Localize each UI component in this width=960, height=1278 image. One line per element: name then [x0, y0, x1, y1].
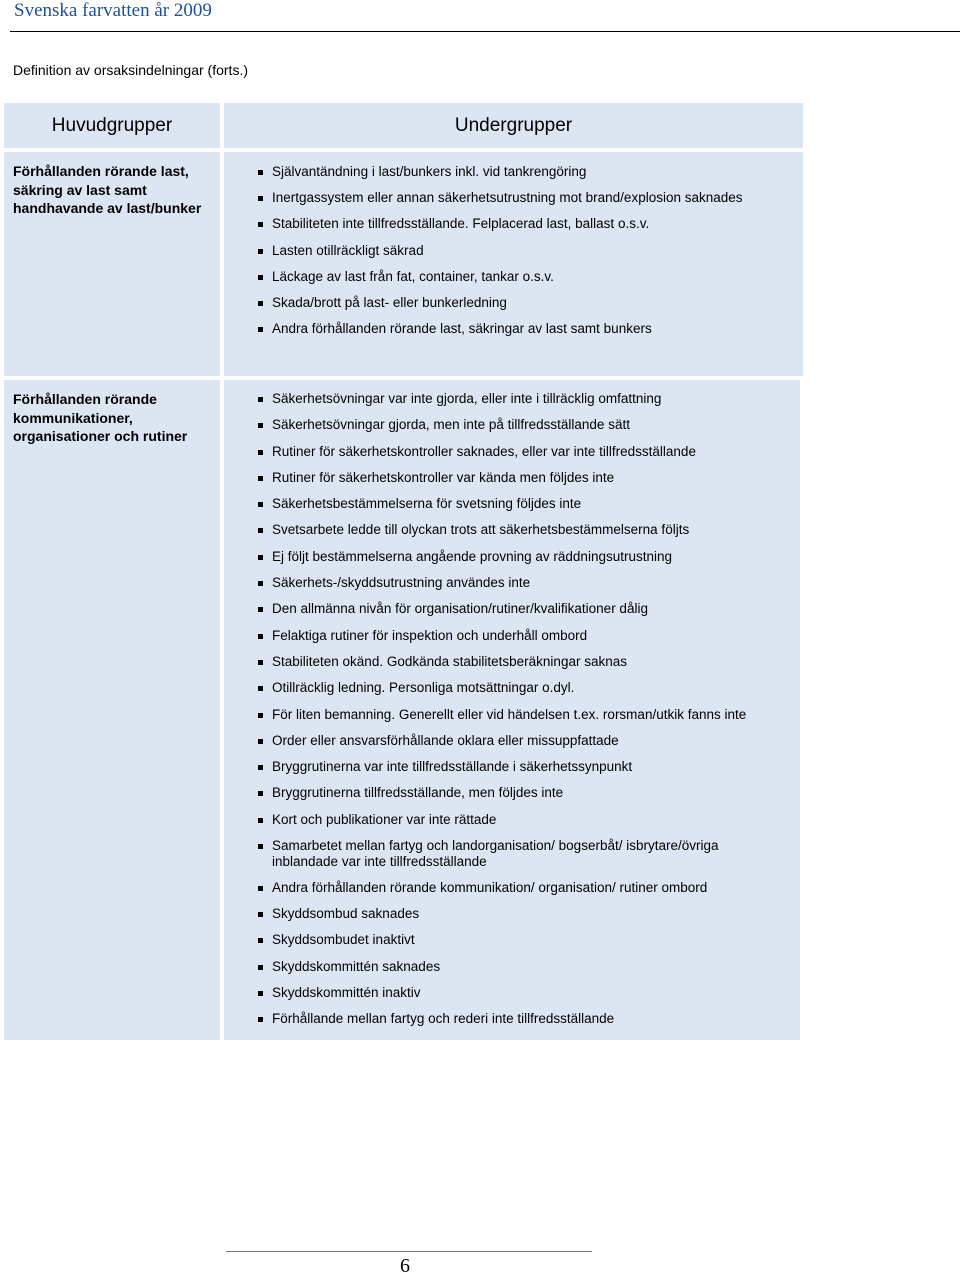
- list-item: Svetsarbete ledde till olyckan trots att säkerhetsbestämmelserna följts: [256, 522, 776, 539]
- list-item: Skada/brott på last- eller bunkerledning: [256, 295, 796, 312]
- subgroup-list-communication: [256, 391, 776, 1038]
- list-item: Samarbetet mellan fartyg och landorganisation/ bogserbåt/ isbrytare/övriga inblandade var inte tillfredsställande: [256, 838, 776, 870]
- list-item: Stabiliteten inte tillfredsställande. Felplacerad last, ballast o.s.v.: [256, 216, 796, 233]
- page-number: 6: [400, 1255, 410, 1277]
- list-item: Lasten otillräckligt säkrad: [256, 243, 796, 260]
- list-item: Skyddsombud saknades: [256, 906, 776, 923]
- list-item: Skyddsombudet inaktivt: [256, 932, 776, 949]
- list-item: Skyddskommittén saknades: [256, 959, 776, 976]
- list-item: Rutiner för säkerhetskontroller saknades, eller var inte tillfredsställande: [256, 444, 776, 461]
- list-item: Säkerhets-/skyddsutrustning användes inte: [256, 575, 776, 592]
- list-item: Läckage av last från fat, container, tankar o.s.v.: [256, 269, 796, 286]
- list-item: Den allmänna nivån för organisation/rutiner/kvalifikationer dålig: [256, 601, 776, 618]
- list-item: Felaktiga rutiner för inspektion och underhåll ombord: [256, 628, 776, 645]
- list-item: Order eller ansvarsförhållande oklara eller missuppfattade: [256, 733, 776, 750]
- list-item: Skyddskommittén inaktiv: [256, 985, 776, 1002]
- list-item: Otillräcklig ledning. Personliga motsättningar o.dyl.: [256, 680, 776, 697]
- list-item: Bryggrutinerna var inte tillfredsställande i säkerhetssynpunkt: [256, 759, 776, 776]
- section-subtitle: Definition av orsaksindelningar (forts.): [13, 62, 248, 78]
- list-item: Säkerhetsövningar var inte gjorda, eller inte i tillräcklig omfattning: [256, 391, 776, 408]
- group-cell-communication: [4, 380, 220, 1040]
- list-item: Stabiliteten okänd. Godkända stabilitetsberäkningar saknas: [256, 654, 776, 671]
- running-header-title: Svenska farvatten år 2009: [14, 0, 212, 21]
- group-label-cargo: Förhållanden rörande last, säkring av last samt handhavande av last/bunker: [13, 163, 202, 216]
- group-label-communication: Förhållanden rörande kommunikationer, organisationer och rutiner: [13, 391, 188, 444]
- column-header-main-groups: [4, 103, 220, 148]
- list-item: Andra förhållanden rörande last, säkringar av last samt bunkers: [256, 321, 796, 338]
- list-item: Rutiner för säkerhetskontroller var kända men följdes inte: [256, 470, 776, 487]
- footer-divider: [226, 1251, 592, 1252]
- column-header-subgroups-label: Undergrupper: [454, 114, 573, 136]
- list-item: Ej följt bestämmelserna angående provning av räddningsutrustning: [256, 549, 776, 566]
- list-item: Kort och publikationer var inte rättade: [256, 812, 776, 829]
- list-item: Förhållande mellan fartyg och rederi inte tillfredsställande: [256, 1011, 776, 1028]
- list-item: Inertgassystem eller annan säkerhetsutrustning mot brand/explosion saknades: [256, 190, 796, 207]
- list-item: Säkerhetsövningar gjorda, men inte på tillfredsställande sätt: [256, 417, 776, 434]
- header-divider: [10, 31, 960, 32]
- list-item: Självantändning i last/bunkers inkl. vid tankrengöring: [256, 164, 796, 181]
- list-item: För liten bemanning. Generellt eller vid händelsen t.ex. rorsman/utkik fanns inte: [256, 707, 776, 724]
- list-item: Andra förhållanden rörande kommunikation/ organisation/ rutiner ombord: [256, 880, 776, 897]
- list-item: Säkerhetsbestämmelserna för svetsning följdes inte: [256, 496, 776, 513]
- list-item: Bryggrutinerna tillfredsställande, men följdes inte: [256, 785, 776, 802]
- column-header-main-groups-label: Huvudgrupper: [51, 114, 173, 136]
- column-header-subgroups: [224, 103, 803, 148]
- subgroup-list-cargo: [256, 164, 796, 347]
